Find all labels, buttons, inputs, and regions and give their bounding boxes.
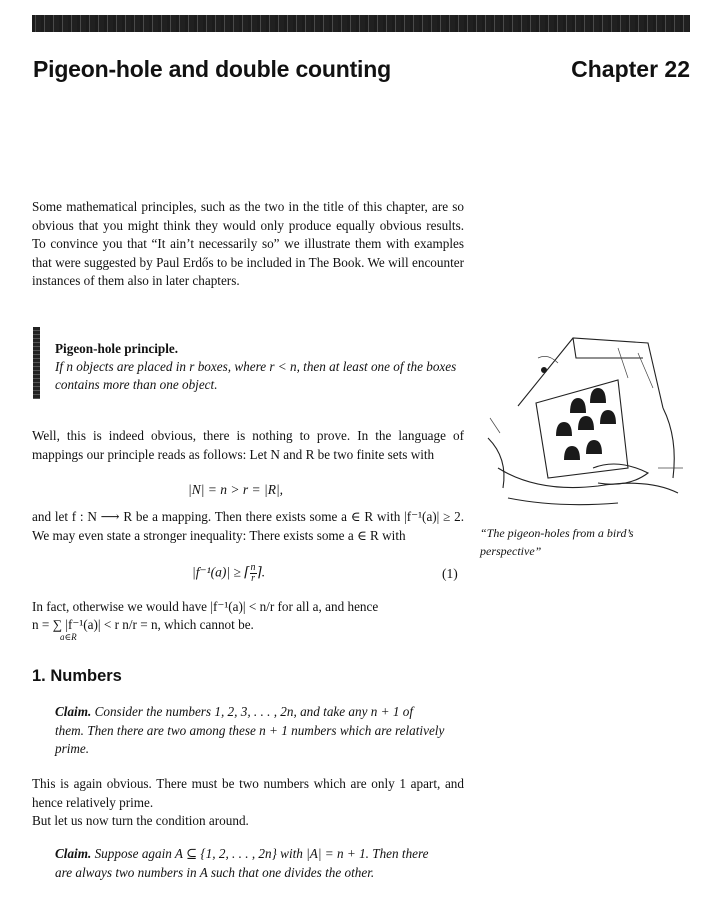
- principle-title: Pigeon-hole principle.: [55, 341, 179, 356]
- chapter-header-bar: [32, 15, 690, 32]
- body-paragraph-5: But let us now turn the condition around.: [32, 813, 249, 828]
- body-paragraph-2: and let f : N ⟶ R be a mapping. Then there exists some a ∈ R with |f⁻¹(a)| ≥ 2. We may even state a stronger inequality: There exists some a ∈ R with: [32, 509, 464, 543]
- claim-2-text: Suppose again A ⊆ {1, 2, . . . , 2n} with |A| = n + 1. Then there are always two numbers in A such that one divides the other.: [55, 846, 429, 880]
- chapter-number: Chapter 22: [571, 56, 690, 82]
- equation-1-left: |f⁻¹(a)| ≥ ⌈: [192, 564, 250, 580]
- pigeon-hole-principle: [55, 340, 465, 394]
- fraction-denominator: r: [251, 573, 255, 584]
- fraction-n-over-r: [250, 563, 257, 584]
- equation-number: (1): [442, 566, 458, 581]
- figure-caption: “The pigeon-holes from a bird’s perspective”: [480, 526, 634, 558]
- body-paragraph-3-line-2: n = ∑ |f⁻¹(a)| < r n/r = n, which cannot be.: [32, 617, 254, 632]
- body-paragraph-3-line-1: In fact, otherwise we would have |f⁻¹(a)| < n/r for all a, and hence: [32, 599, 379, 614]
- section-heading-numbers: 1. Numbers: [32, 667, 122, 685]
- theorem-marker-bar: [33, 327, 40, 399]
- equation-cardinality: |N| = n > r = |R|,: [188, 482, 284, 497]
- pigeon-hole-sketch: [478, 318, 690, 518]
- principle-statement: If n objects are placed in r boxes, where r < n, then at least one of the boxes contains more than one object.: [55, 359, 457, 392]
- body-paragraph-4: This is again obvious. There must be two numbers which are only 1 apart, and hence relatively prime.: [32, 776, 464, 810]
- fraction-numerator: n: [250, 562, 256, 573]
- body-paragraph-1: Well, this is indeed obvious, there is nothing to prove. In the language of mappings our principle reads as follows: Let N and R be two finite sets with: [32, 428, 464, 462]
- claim-1: [55, 703, 445, 759]
- summation-subscript: a∈R: [60, 632, 77, 642]
- claim-1-label: Claim.: [55, 704, 92, 719]
- equation-1-right: ⌉.: [256, 564, 266, 580]
- claim-1-text: Consider the numbers 1, 2, 3, . . . , 2n, and take any n + 1 of them. Then there are two among these n + 1 numbers which are relatively prime.: [55, 704, 445, 757]
- intro-paragraph: Some mathematical principles, such as the two in the title of this chapter, are so obvious that you might think they would only produce equally obvious results. To convince you that “It ain’t necessarily so” we illustrate them with examples that were suggested by Paul Erdős to be included in The Book. We will encounter instances of them also in later chapters.: [32, 199, 464, 289]
- claim-2-label: Claim.: [55, 846, 92, 861]
- chapter-title: Pigeon-hole and double counting: [33, 56, 391, 82]
- equation-1: [192, 563, 265, 584]
- claim-2: [55, 845, 445, 882]
